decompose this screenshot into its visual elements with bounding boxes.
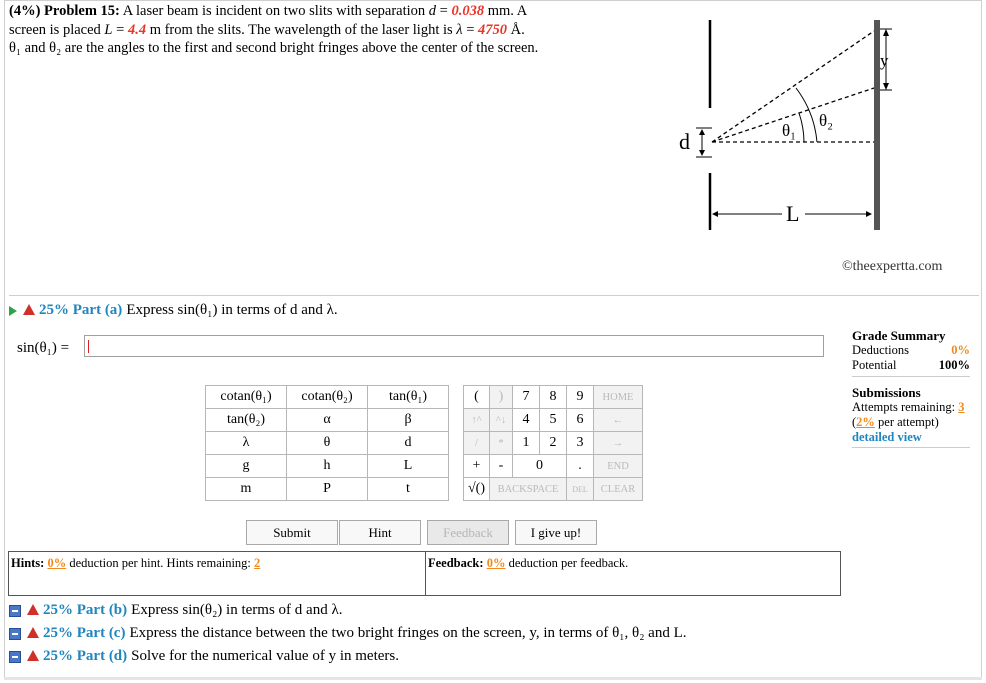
key-home[interactable]: HOME <box>594 386 643 409</box>
submit-button[interactable]: Submit <box>246 520 338 545</box>
key-d[interactable]: d <box>368 432 449 455</box>
hints-label: Hints: <box>11 556 45 570</box>
feedback-label: Feedback: <box>428 556 484 570</box>
key-tan-theta2[interactable]: tan(θ₂) <box>206 409 287 432</box>
var-d: d <box>428 3 437 19</box>
key-8[interactable]: 8 <box>540 386 567 409</box>
d-label: d <box>679 129 690 154</box>
grade-summary <box>852 328 970 456</box>
part-b-header[interactable] <box>9 602 342 619</box>
problem-number: (4%) Problem 15: <box>9 3 120 19</box>
key-divide[interactable]: / <box>464 432 490 455</box>
feedback-text: deduction per feedback. <box>505 556 629 570</box>
feedback-pct: 0% <box>486 556 506 570</box>
potential-value: 100% <box>938 358 970 372</box>
key-0[interactable]: 0 <box>513 455 567 478</box>
key-4[interactable]: 4 <box>513 409 540 432</box>
hints-remaining: 2 <box>254 556 261 570</box>
answer-label: sin(θ₁) = <box>17 340 70 356</box>
key-1[interactable]: 1 <box>513 432 540 455</box>
part-b-prompt: Express sin(θ₂) in terms of d and λ. <box>131 602 343 618</box>
part-a-header[interactable] <box>9 302 338 319</box>
lambda-unit: Å. <box>507 21 525 38</box>
key-end[interactable]: END <box>594 455 643 478</box>
part-d-header[interactable] <box>9 648 399 665</box>
equals: = <box>112 21 128 38</box>
key-clear[interactable]: CLEAR <box>594 478 643 501</box>
part-c-prompt: Express the distance between the two bright fringes on the screen, y, in terms of θ₁, θ₂ and L. <box>129 625 687 641</box>
part-d-prompt: Solve for the numerical value of y in meters. <box>131 648 399 664</box>
potential-label: Potential <box>852 358 897 372</box>
attempts-row <box>852 400 970 415</box>
part-c-header[interactable] <box>9 625 687 642</box>
problem-text-3: θ₁ and θ₂ are the angles to the first and second bright fringes above the center of the screen. <box>9 40 539 56</box>
deductions-value: 0% <box>951 343 970 357</box>
key-t[interactable]: t <box>368 478 449 501</box>
part-a-percent: 25% Part (a) <box>39 302 123 318</box>
key-minus[interactable]: - <box>490 455 513 478</box>
part-d-percent: 25% Part (d) <box>43 648 128 664</box>
key-decimal[interactable]: . <box>567 455 594 478</box>
key-beta[interactable]: β <box>368 409 449 432</box>
key-close-paren[interactable]: ) <box>490 386 513 409</box>
per-attempt-text: per attempt) <box>874 415 939 429</box>
detailed-view-link[interactable]: detailed view <box>852 430 922 444</box>
per-attempt-pct: 2% <box>856 415 875 429</box>
lambda-value: 4750 <box>478 21 507 38</box>
key-h[interactable]: h <box>287 455 368 478</box>
key-open-paren[interactable]: ( <box>464 386 490 409</box>
equals: = <box>436 3 452 19</box>
key-L[interactable]: L <box>368 455 449 478</box>
key-superscript-up[interactable]: ↑^ <box>464 409 490 432</box>
var-L: L <box>104 21 113 38</box>
feedback-button[interactable]: Feedback <box>427 520 509 545</box>
expand-play-icon[interactable] <box>9 306 17 316</box>
key-right-arrow[interactable]: → <box>594 432 643 455</box>
hint-button[interactable]: Hint <box>339 520 421 545</box>
key-6[interactable]: 6 <box>567 409 594 432</box>
theta2-label: θ₂ <box>819 111 834 130</box>
theta1-label: θ₁ <box>782 121 797 140</box>
potential-row <box>852 358 970 373</box>
key-9[interactable]: 9 <box>567 386 594 409</box>
bottom-border <box>4 677 982 680</box>
warning-icon <box>27 627 39 638</box>
key-2[interactable]: 2 <box>540 432 567 455</box>
give-up-button[interactable]: I give up! <box>515 520 597 545</box>
attempts-value: 3 <box>958 400 965 414</box>
L-label: L <box>786 201 800 226</box>
d-unit: mm. A <box>484 3 528 19</box>
hints-text: deduction per hint. Hints remaining: <box>66 556 251 570</box>
double-slit-diagram <box>672 8 922 240</box>
part-a-prompt: Express sin(θ₁) in terms of d and λ. <box>126 302 338 318</box>
key-theta[interactable]: θ <box>287 432 368 455</box>
deductions-label: Deductions <box>852 343 909 357</box>
key-lambda[interactable]: λ <box>206 432 287 455</box>
submissions-title: Submissions <box>852 385 921 400</box>
hints-pct: 0% <box>47 556 67 570</box>
key-g[interactable]: g <box>206 455 287 478</box>
key-multiply[interactable]: * <box>490 432 513 455</box>
warning-icon <box>23 304 35 315</box>
key-superscript-down[interactable]: ^↓ <box>490 409 513 432</box>
key-del[interactable]: DEL <box>567 478 594 501</box>
key-m[interactable]: m <box>206 478 287 501</box>
key-cotan-theta1[interactable]: cotan(θ₁) <box>206 386 287 409</box>
collapse-icon[interactable] <box>9 605 21 617</box>
L-unit: m from the slits. The wavelength of the laser light is <box>146 21 457 38</box>
grade-summary-title: Grade Summary <box>852 328 946 343</box>
key-7[interactable]: 7 <box>513 386 540 409</box>
L-value: 4.4 <box>127 21 147 38</box>
part-c-percent: 25% Part (c) <box>43 625 126 641</box>
key-plus[interactable]: + <box>464 455 490 478</box>
hints-panel <box>8 551 425 596</box>
y-label: y <box>880 51 889 70</box>
text-caret <box>88 340 89 353</box>
warning-icon <box>27 650 39 661</box>
d-value: 0.038 <box>451 3 485 19</box>
key-cotan-theta2[interactable]: cotan(θ₂) <box>287 386 368 409</box>
var-lambda: λ <box>456 21 463 38</box>
answer-input[interactable] <box>84 335 824 357</box>
problem-text-1: A laser beam is incident on two slits with separation <box>122 3 429 19</box>
collapse-icon[interactable] <box>9 628 21 640</box>
part-b-percent: 25% Part (b) <box>43 602 128 618</box>
copyright: ©theexpertta.com <box>842 259 943 274</box>
key-3[interactable]: 3 <box>567 432 594 455</box>
key-tan-theta1[interactable]: tan(θ₁) <box>368 386 449 409</box>
deductions-row <box>852 343 970 358</box>
problem-statement <box>9 2 649 58</box>
problem-text-2: screen is placed <box>9 21 105 38</box>
feedback-panel <box>425 551 841 596</box>
key-left-arrow[interactable]: ← <box>594 409 643 432</box>
per-attempt-row: (2% per attempt) <box>852 415 939 429</box>
key-P[interactable]: P <box>287 478 368 501</box>
key-backspace[interactable]: BACKSPACE <box>490 478 567 501</box>
attempts-label: Attempts remaining: <box>852 400 956 414</box>
key-5[interactable]: 5 <box>540 409 567 432</box>
warning-icon <box>27 604 39 615</box>
equation-keypad <box>205 385 643 501</box>
equals: = <box>462 21 478 38</box>
collapse-icon[interactable] <box>9 651 21 663</box>
key-alpha[interactable]: α <box>287 409 368 432</box>
key-sqrt[interactable]: √() <box>464 478 490 501</box>
